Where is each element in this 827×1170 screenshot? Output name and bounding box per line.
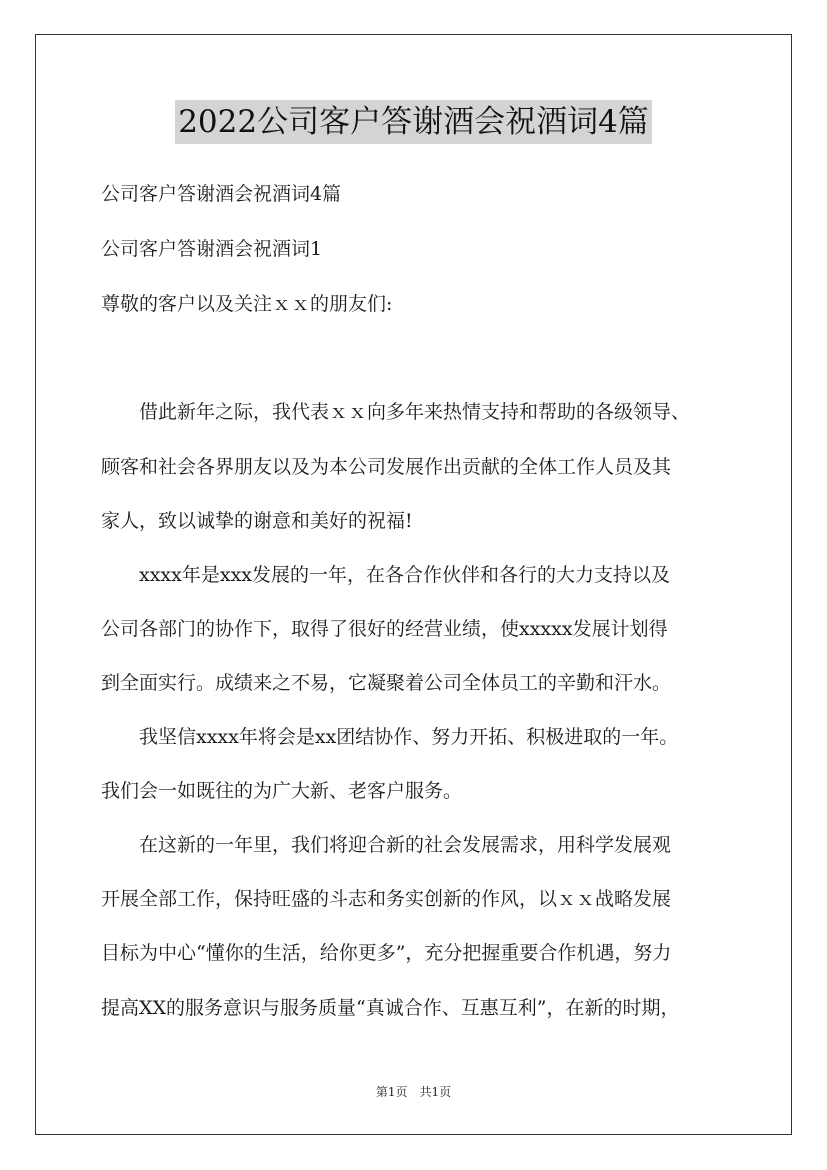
section-heading-line: 公司客户答谢酒会祝酒词1 [101, 238, 323, 260]
paragraph-line: 公司各部门的协作下，取得了很好的经营业绩，使xxxxx发展计划得 [101, 618, 668, 640]
paragraph-line: xxxx年是xxx发展的一年，在各合作伙伴和各行的大力支持以及 [101, 564, 671, 586]
paragraph-line: 目标为中心“懂你的生活，给你更多”，充分把握重要合作机遇，努力 [101, 942, 672, 964]
page-number-footer: 第1页 共1页 [375, 1085, 452, 1099]
paragraph-line: 开展全部工作，保持旺盛的斗志和务实创新的作风，以ｘｘ战略发展 [101, 888, 672, 910]
subtitle-line: 公司客户答谢酒会祝酒词4篇 [101, 183, 342, 205]
title-container [0, 100, 827, 144]
paragraph-line: 借此新年之际，我代表ｘｘ向多年来热情支持和帮助的各级领导、 [101, 401, 691, 423]
paragraph-line: 在这新的一年里，我们将迎合新的社会发展需求，用科学发展观 [101, 834, 672, 856]
salutation-line: 尊敬的客户以及关注ｘｘ的朋友们: [101, 293, 393, 315]
paragraph-line: 到全面实行。成绩来之不易，它凝聚着公司全体员工的辛勤和汗水。 [101, 672, 672, 694]
paragraph-line: 家人，致以诚挚的谢意和美好的祝福! [101, 510, 413, 532]
paragraph-line: 顾客和社会各界朋友以及为本公司发展作出贡献的全体工作人员及其 [101, 456, 672, 478]
paragraph-line: 提高XX的服务意识与服务质量“真诚合作、互惠互利”，在新的时期， [101, 997, 680, 1019]
paragraph-line: 我们会一如既往的为广大新、老客户服务。 [101, 780, 463, 802]
paragraph-line: 我坚信xxxx年将会是xx团结协作、努力开拓、积极进取的一年。 [101, 726, 679, 748]
document-title: 2022公司客户答谢酒会祝酒词4篇 [175, 100, 652, 144]
